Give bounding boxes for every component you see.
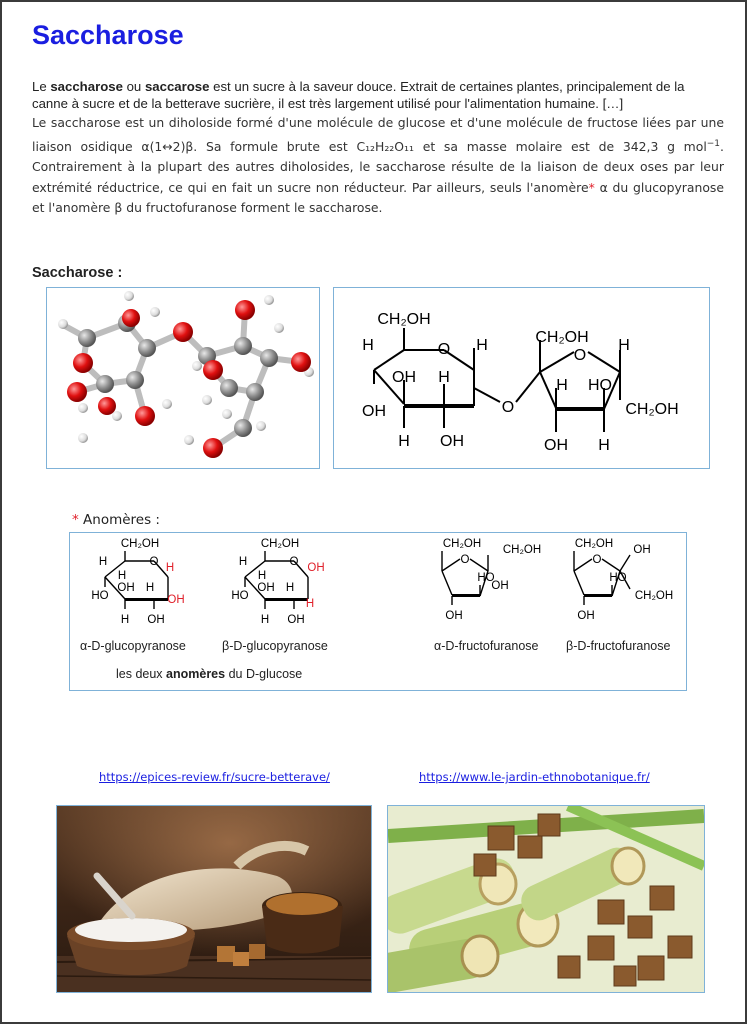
svg-text:OH: OH — [307, 562, 325, 574]
svg-text:OH: OH — [117, 582, 135, 594]
svg-text:H: H — [362, 337, 374, 354]
molecular-formula: C₁₂H₂₂O₁₁ — [356, 138, 414, 154]
svg-text:H: H — [238, 556, 248, 568]
svg-text:H: H — [598, 437, 610, 454]
svg-text:H: H — [260, 614, 270, 626]
sugar-beet-photo — [56, 805, 372, 993]
svg-text:CH₂OH: CH₂OH — [120, 538, 160, 550]
glucose-ch2oh-label: CH₂OH — [377, 311, 431, 328]
svg-text:H: H — [145, 582, 155, 594]
svg-text:HO: HO — [477, 572, 495, 584]
beta-glucopyranose-structure — [231, 538, 324, 626]
fructose-ring-oxygen: O — [573, 347, 587, 364]
svg-text:OH: OH — [392, 369, 416, 386]
anomers-footer-caption: les deux anomères du D-glucose — [116, 667, 303, 681]
svg-text:H: H — [257, 570, 267, 582]
svg-text:OH: OH — [440, 433, 464, 450]
svg-text:H: H — [285, 582, 295, 594]
svg-text:OH: OH — [167, 594, 185, 606]
svg-text:H: H — [117, 570, 127, 582]
svg-text:HO: HO — [609, 572, 627, 584]
page-title: Saccharose — [32, 20, 184, 50]
svg-text:H: H — [98, 556, 108, 568]
svg-text:OH: OH — [287, 614, 305, 626]
anomers-figure — [69, 532, 687, 691]
svg-text:H: H — [305, 598, 315, 610]
caption-beta-fructofuranose: β-D-fructofuranose — [566, 639, 671, 653]
svg-text:H: H — [120, 614, 130, 626]
svg-text:CH₂OH: CH₂OH — [634, 590, 674, 602]
description-paragraph: Le saccharose est un diholoside formé d'une molécule de glucose et d'une molécule de fructose liées par une liaison osidique α(1↔2)β. Sa formule brute est C₁₂H₂₂O₁₁ et sa masse molaire est de 342,3 g mol$^{-1}$. Contrairement à la plupart des autres diholosides, le saccharose résulte de la liaison de deux oses par leur extrémité réductrice, ce qui en fait un sucre non réducteur. Par ailleurs, seuls l'anomère* α du glucopyranose et l'anomère β du fructofuranose forment le saccharose. — [32, 115, 724, 216]
svg-text:O: O — [289, 556, 299, 568]
svg-text:OH: OH — [633, 544, 651, 556]
svg-text:H: H — [398, 433, 410, 450]
svg-text:H: H — [476, 337, 488, 354]
section-title: Saccharose : — [32, 265, 123, 281]
svg-text:OH: OH — [445, 610, 463, 622]
svg-text:HO: HO — [231, 590, 249, 602]
svg-text:CH₂OH: CH₂OH — [442, 538, 482, 550]
caption-beta-glucopyranose: β-D-glucopyranose — [222, 639, 328, 653]
footnote-star: * — [588, 179, 595, 195]
intro-paragraph: Le saccharose ou saccarose est un sucre à la saveur douce. Extrait de certaines plantes, principalement de la canne à sucre et de la betterave sucrière, il est très largement utilisé pour l'alimentation humaine. […] — [32, 79, 685, 111]
alpha-glucopyranose-structure — [91, 538, 184, 626]
svg-text:O: O — [592, 554, 602, 566]
svg-text:CH₂OH: CH₂OH — [260, 538, 300, 550]
svg-text:OH: OH — [362, 403, 386, 420]
glucose-ring-oxygen: O — [437, 341, 451, 358]
beta-fructofuranose-structure — [574, 538, 673, 622]
svg-text:OH: OH — [147, 614, 165, 626]
alpha-fructofuranose-structure — [442, 538, 541, 622]
svg-text:CH₂OH: CH₂OH — [574, 538, 614, 550]
svg-text:OH: OH — [257, 582, 275, 594]
fructose-ch2oh-top-label: CH₂OH — [535, 329, 589, 346]
svg-text:O: O — [149, 556, 159, 568]
sugarcane-photo — [387, 805, 705, 993]
source-link-beetroot[interactable]: https://epices-review.fr/sucre-betterave/ — [99, 770, 330, 784]
caption-alpha-fructofuranose: α-D-fructofuranose — [434, 639, 539, 653]
svg-text:H: H — [618, 337, 630, 354]
svg-text:OH: OH — [544, 437, 568, 454]
sucrose-haworth-structure — [333, 287, 710, 469]
svg-text:H: H — [556, 377, 568, 394]
svg-text:O: O — [460, 554, 470, 566]
svg-text:OH: OH — [577, 610, 595, 622]
svg-text:HO: HO — [588, 377, 612, 394]
caption-alpha-glucopyranose: α-D-glucopyranose — [80, 639, 186, 653]
svg-text:H: H — [438, 369, 450, 386]
hydrogen-atoms — [58, 291, 314, 445]
ball-stick-model-figure — [46, 287, 320, 469]
svg-text:CH₂OH: CH₂OH — [502, 544, 542, 556]
svg-text:OH: OH — [491, 580, 509, 592]
source-link-sugarcane[interactable]: https://www.le-jardin-ethnobotanique.fr/ — [419, 770, 650, 784]
anomers-label: * Anomères : — [72, 512, 160, 528]
fructose-ch2oh-right-label: CH₂OH — [625, 401, 679, 418]
svg-text:H: H — [165, 562, 175, 574]
ball-stick-model-illustration — [47, 288, 319, 468]
svg-text:HO: HO — [91, 590, 109, 602]
glycosidic-oxygen: O — [501, 399, 515, 416]
